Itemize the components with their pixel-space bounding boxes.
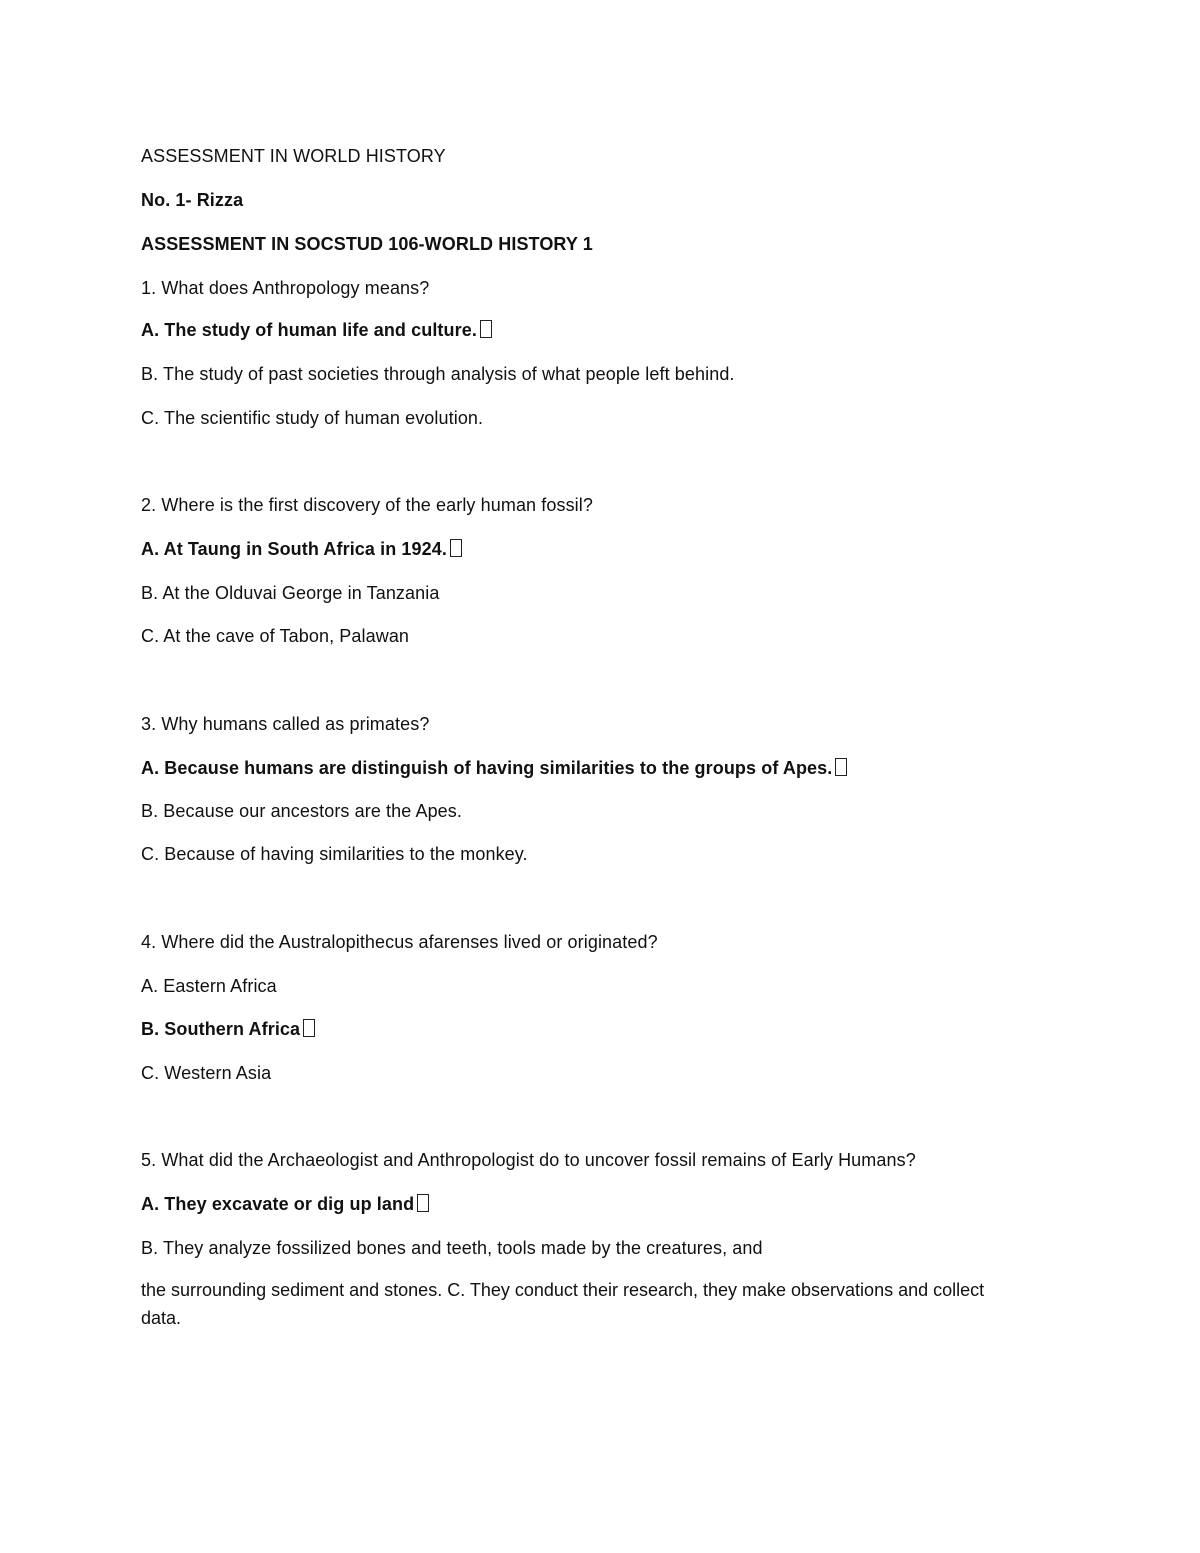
question-5-option-a: [141, 1193, 429, 1215]
option-text: B. Southern Africa: [141, 1019, 301, 1039]
question-2-option-c: C. At the cave of Tabon, Palawan: [141, 626, 410, 646]
question-4-option-c: C. Western Asia: [141, 1063, 272, 1083]
option-text: A. The study of human life and culture.: [141, 320, 477, 340]
question-5-option-c: the surrounding sediment and stones. C. They conduct their research, they make observations and collect data.: [141, 1280, 985, 1328]
option-text: A. They excavate or dig up land: [141, 1194, 415, 1214]
question-5: 5. What did the Archaeologist and Anthropologist do to uncover fossil remains of Early Humans?: [141, 1150, 916, 1170]
question-3-option-c: C. Because of having similarities to the monkey.: [141, 844, 528, 864]
question-2: 2. Where is the first discovery of the early human fossil?: [141, 495, 593, 515]
question-1-option-b: B. The study of past societies through analysis of what people left behind.: [141, 364, 735, 384]
question-2-option-a: [141, 538, 462, 560]
document-title: ASSESSMENT IN WORLD HISTORY: [141, 146, 446, 166]
checkbox-icon: [303, 1019, 315, 1037]
question-4-option-b: [141, 1018, 315, 1040]
checkbox-icon: [417, 1194, 429, 1212]
question-3-option-b: B. Because our ancestors are the Apes.: [141, 801, 462, 821]
checkbox-icon: [480, 320, 492, 338]
checkbox-icon: [450, 539, 462, 557]
option-text: A. Because humans are distinguish of having similarities to the groups of Apes.: [141, 758, 833, 778]
option-text: A. At Taung in South Africa in 1924.: [141, 539, 447, 559]
question-4-option-a: A. Eastern Africa: [141, 976, 277, 996]
question-1-option-a: [141, 319, 492, 341]
document-subtitle: ASSESSMENT IN SOCSTUD 106-WORLD HISTORY 1: [141, 234, 593, 254]
question-3: 3. Why humans called as primates?: [141, 714, 430, 734]
document-number: No. 1- Rizza: [141, 190, 244, 210]
checkbox-icon: [835, 758, 847, 776]
question-2-option-b: B. At the Olduvai George in Tanzania: [141, 583, 440, 603]
question-1: 1. What does Anthropology means?: [141, 278, 430, 298]
question-5-option-b: B. They analyze fossilized bones and teeth, tools made by the creatures, and: [141, 1238, 763, 1258]
question-3-option-a: [141, 757, 847, 779]
question-4: 4. Where did the Australopithecus afarenses lived or originated?: [141, 932, 658, 952]
question-1-option-c: C. The scientific study of human evolution.: [141, 408, 484, 428]
